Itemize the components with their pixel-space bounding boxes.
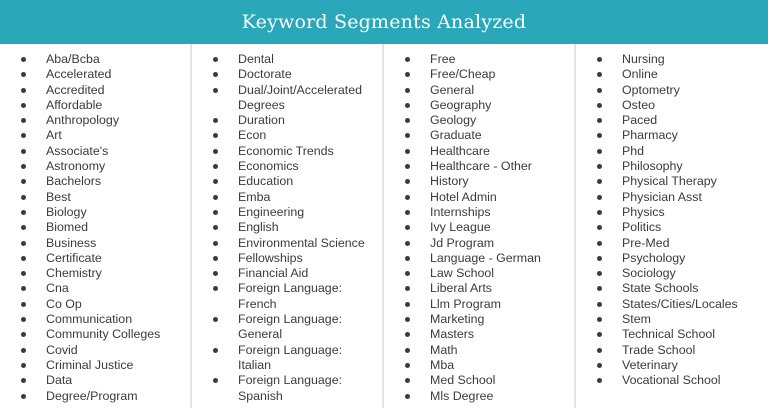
list-item [0, 174, 190, 189]
list-item-label: Co Op [46, 296, 82, 311]
list-item [576, 343, 768, 358]
list-item-label: Econ [238, 128, 267, 143]
bullet-icon [597, 179, 602, 184]
list-item [384, 266, 574, 281]
list-item [576, 236, 768, 251]
bullet-icon [213, 241, 218, 246]
list-item [0, 266, 190, 281]
list-item [192, 236, 382, 251]
bullet-icon [597, 241, 602, 246]
list-item-label: Degree/Program [46, 388, 138, 403]
list-item-label: Doctorate [238, 67, 292, 82]
list-item [384, 113, 574, 128]
keyword-list [384, 52, 574, 404]
bullet-icon [21, 195, 26, 200]
list-item-label: Healthcare - Other [430, 159, 532, 174]
list-item-label: Engineering [238, 204, 305, 219]
list-item-label: Data [46, 373, 73, 388]
list-item-label: Duration [238, 113, 285, 128]
list-item [384, 159, 574, 174]
list-item-label: Chemistry [46, 266, 102, 281]
list-item-label: Ivy League [430, 220, 491, 235]
bullet-icon [213, 57, 218, 62]
list-item [576, 144, 768, 159]
list-item [0, 281, 190, 296]
list-item-label: Dual/Joint/Accelerated [238, 82, 362, 97]
bullet-icon [21, 394, 26, 399]
list-item-label: Astronomy [46, 159, 106, 174]
bullet-icon [405, 332, 410, 337]
bullet-icon [405, 286, 410, 291]
list-item-label: Education [238, 174, 294, 189]
list-item-label: Llm Program [430, 296, 501, 311]
bullet-icon [21, 378, 26, 383]
list-item-label: Best [46, 189, 71, 204]
list-item [384, 190, 574, 205]
list-item-label: Trade School [622, 342, 696, 357]
list-item [576, 128, 768, 143]
list-item-label: Liberal Arts [430, 281, 492, 296]
list-item-label: Fellowships [238, 250, 303, 265]
bullet-icon [405, 57, 410, 62]
list-item [0, 144, 190, 159]
list-item-label: Hotel Admin [430, 189, 497, 204]
list-item-label: Math [430, 342, 458, 357]
bullet-icon [21, 348, 26, 353]
bullet-icon [21, 164, 26, 169]
list-item [576, 297, 768, 312]
list-item [384, 312, 574, 327]
list-item [576, 251, 768, 266]
list-item-label: Pre-Med [622, 235, 670, 250]
list-item-label: Certificate [46, 250, 102, 265]
list-item-label: Geology [430, 113, 477, 128]
list-item-label: General [430, 82, 475, 97]
bullet-icon [21, 302, 26, 307]
bullet-icon [597, 332, 602, 337]
list-item-label: Jd Program [430, 235, 495, 250]
list-item-label: Internships [430, 204, 491, 219]
bullet-icon [405, 88, 410, 93]
list-item-label: Politics [622, 220, 662, 235]
bullet-icon [405, 179, 410, 184]
list-item-label: Emba [238, 189, 271, 204]
list-item [384, 128, 574, 143]
bullet-icon [597, 378, 602, 383]
bullet-icon [405, 118, 410, 123]
list-item-label: Phd [622, 143, 645, 158]
bullet-icon [21, 179, 26, 184]
list-item [384, 389, 574, 404]
list-item [0, 83, 190, 98]
bullet-icon [405, 378, 410, 383]
list-item [192, 83, 382, 114]
list-item-label: Paced [622, 113, 658, 128]
bullet-icon [405, 241, 410, 246]
keyword-list [0, 52, 190, 404]
list-item [192, 52, 382, 67]
list-item-label: Healthcare [430, 143, 490, 158]
bullet-icon [405, 394, 410, 399]
list-item-label: Art [46, 128, 62, 143]
list-item-label: Accredited [46, 82, 105, 97]
list-item [192, 67, 382, 82]
list-item [384, 67, 574, 82]
list-item [192, 128, 382, 143]
list-item-label: Philosophy [622, 159, 683, 174]
list-item-label: Economic Trends [238, 143, 334, 158]
list-item [384, 52, 574, 67]
bullet-icon [405, 363, 410, 368]
bullet-icon [21, 149, 26, 154]
keyword-column-1 [0, 44, 192, 408]
list-item [384, 83, 574, 98]
bullet-icon [405, 164, 410, 169]
list-item [384, 144, 574, 159]
list-item-label: Nursing [622, 52, 665, 66]
list-item [0, 113, 190, 128]
list-item-label: Osteo [622, 97, 656, 112]
list-item [384, 327, 574, 342]
bullet-icon [213, 225, 218, 230]
bullet-icon [21, 225, 26, 230]
list-item-label: Mba [430, 357, 455, 372]
bullet-icon [21, 72, 26, 77]
bullet-icon [213, 378, 218, 383]
keyword-columns [0, 44, 768, 408]
list-item-label: Associate's [46, 143, 109, 158]
list-item-label: Anthropology [46, 113, 120, 128]
list-item [0, 327, 190, 342]
bullet-icon [213, 118, 218, 123]
bullet-icon [405, 256, 410, 261]
bullet-icon [213, 149, 218, 154]
bullet-icon [405, 149, 410, 154]
list-item-label: Business [46, 235, 97, 250]
list-item-label: History [430, 174, 469, 189]
bullet-icon [597, 57, 602, 62]
bullet-icon [21, 286, 26, 291]
list-item [192, 266, 382, 281]
list-item [576, 113, 768, 128]
list-item [576, 205, 768, 220]
list-item [0, 389, 190, 404]
bullet-icon [21, 133, 26, 138]
bullet-icon [21, 103, 26, 108]
bullet-icon [21, 210, 26, 215]
list-item [192, 174, 382, 189]
list-item [384, 251, 574, 266]
bullet-icon [213, 88, 218, 93]
list-item-label: Law School [430, 266, 495, 281]
list-item-label: Cna [46, 281, 69, 296]
list-item-label: Mls Degree [430, 388, 494, 403]
keyword-list [192, 52, 382, 404]
list-item-label: Physical Therapy [622, 174, 717, 189]
list-item-label: Affordable [46, 97, 103, 112]
bullet-icon [213, 195, 218, 200]
bullet-icon [405, 225, 410, 230]
list-item-label: Stem [622, 312, 651, 327]
list-item-label: Accelerated [46, 67, 112, 82]
bullet-icon [597, 164, 602, 169]
list-item-label: Physician Asst [622, 189, 702, 204]
list-item [384, 205, 574, 220]
list-item-label: Aba/Bcba [46, 52, 100, 66]
bullet-icon [597, 103, 602, 108]
bullet-icon [597, 118, 602, 123]
list-item-label: Vocational School [622, 373, 721, 388]
list-item [384, 220, 574, 235]
list-item [576, 67, 768, 82]
bullet-icon [213, 348, 218, 353]
list-item-label: Covid [46, 342, 78, 357]
bullet-icon [213, 164, 218, 169]
list-item-label: Sociology [622, 266, 676, 281]
keyword-column-3 [384, 44, 576, 408]
bullet-icon [597, 72, 602, 77]
list-item-label: Foreign Language: [238, 312, 343, 327]
keyword-column-2 [192, 44, 384, 408]
list-item [576, 373, 768, 388]
bullet-icon [213, 317, 218, 322]
list-item-label: Geography [430, 97, 492, 112]
list-item-label: Environmental Science [238, 235, 365, 250]
list-item [192, 251, 382, 266]
list-item [192, 205, 382, 220]
list-item [384, 358, 574, 373]
list-item-label: Technical School [622, 327, 715, 342]
list-item [0, 251, 190, 266]
bullet-icon [21, 271, 26, 276]
list-item [0, 128, 190, 143]
bullet-icon [21, 256, 26, 261]
bullet-icon [213, 179, 218, 184]
list-item [192, 144, 382, 159]
list-item-label: Communication [46, 312, 133, 327]
list-item [0, 98, 190, 113]
list-item-label: French [238, 296, 277, 311]
bullet-icon [213, 72, 218, 77]
list-item [0, 67, 190, 82]
list-item-label: Veterinary [622, 357, 678, 372]
list-item-label: Psychology [622, 250, 686, 265]
list-item [576, 220, 768, 235]
list-item [576, 159, 768, 174]
list-item [384, 281, 574, 296]
list-item-label: States/Cities/Locales [622, 296, 738, 311]
list-item-label: Physics [622, 204, 665, 219]
bullet-icon [597, 210, 602, 215]
list-item-label: General [238, 327, 283, 342]
list-item [576, 327, 768, 342]
list-item [0, 52, 190, 67]
list-item-label: Optometry [622, 82, 680, 97]
list-item [384, 297, 574, 312]
list-item [192, 113, 382, 128]
list-item [576, 190, 768, 205]
keyword-list [576, 52, 768, 389]
bullet-icon [405, 195, 410, 200]
list-item [384, 174, 574, 189]
bullet-icon [597, 348, 602, 353]
bullet-icon [21, 88, 26, 93]
list-item [384, 373, 574, 388]
bullet-icon [597, 256, 602, 261]
list-item [576, 266, 768, 281]
list-item-label: Criminal Justice [46, 357, 134, 372]
list-item-label: Italian [238, 357, 272, 372]
list-item-label: Biology [46, 204, 87, 219]
list-item [192, 220, 382, 235]
list-item-label: English [238, 220, 279, 235]
header-bar [0, 0, 768, 44]
bullet-icon [597, 302, 602, 307]
bullet-icon [597, 271, 602, 276]
list-item [0, 190, 190, 205]
list-item-label: State Schools [622, 281, 699, 296]
bullet-icon [597, 133, 602, 138]
list-item [192, 312, 382, 343]
list-item [0, 236, 190, 251]
list-item [0, 358, 190, 373]
bullet-icon [213, 286, 218, 291]
list-item-label: Foreign Language: [238, 281, 343, 296]
list-item-label: Dental [238, 52, 274, 66]
list-item [0, 205, 190, 220]
list-item-label: Spanish [238, 388, 283, 403]
list-item-label: Med School [430, 373, 496, 388]
list-item [384, 343, 574, 358]
list-item [384, 236, 574, 251]
list-item [576, 174, 768, 189]
list-item [0, 373, 190, 388]
list-item-label: Financial Aid [238, 266, 309, 281]
bullet-icon [597, 195, 602, 200]
list-item-label: Bachelors [46, 174, 102, 189]
list-item-label: Marketing [430, 312, 485, 327]
bullet-icon [405, 302, 410, 307]
page-title: Keyword Segments Analyzed [241, 11, 527, 33]
bullet-icon [405, 133, 410, 138]
list-item-label: Economics [238, 159, 299, 174]
bullet-icon [21, 241, 26, 246]
bullet-icon [213, 256, 218, 261]
bullet-icon [597, 286, 602, 291]
list-item-label: Foreign Language: [238, 373, 343, 388]
list-item-label: Community Colleges [46, 327, 161, 342]
list-item-label: Free [430, 52, 456, 66]
list-item-label: Masters [430, 327, 475, 342]
list-item [192, 190, 382, 205]
list-item [0, 343, 190, 358]
bullet-icon [21, 118, 26, 123]
list-item-label: Pharmacy [622, 128, 678, 143]
bullet-icon [213, 133, 218, 138]
list-item [576, 312, 768, 327]
list-item [576, 52, 768, 67]
bullet-icon [597, 88, 602, 93]
bullet-icon [21, 363, 26, 368]
bullet-icon [405, 103, 410, 108]
list-item-label: Foreign Language: [238, 342, 343, 357]
list-item [576, 83, 768, 98]
bullet-icon [597, 225, 602, 230]
list-item-label: Graduate [430, 128, 482, 143]
list-item [576, 98, 768, 113]
bullet-icon [213, 271, 218, 276]
bullet-icon [21, 57, 26, 62]
bullet-icon [597, 363, 602, 368]
bullet-icon [21, 317, 26, 322]
list-item [384, 98, 574, 113]
list-item [192, 343, 382, 374]
bullet-icon [405, 72, 410, 77]
bullet-icon [21, 332, 26, 337]
bullet-icon [405, 317, 410, 322]
list-item [192, 373, 382, 404]
bullet-icon [405, 271, 410, 276]
list-item [192, 281, 382, 312]
list-item [576, 358, 768, 373]
bullet-icon [405, 348, 410, 353]
list-item-label: Online [622, 67, 658, 82]
list-item [0, 312, 190, 327]
keyword-column-4 [576, 44, 768, 408]
list-item [0, 220, 190, 235]
list-item-label: Free/Cheap [430, 67, 496, 82]
list-item [576, 281, 768, 296]
bullet-icon [597, 149, 602, 154]
list-item-label: Degrees [238, 97, 285, 112]
bullet-icon [597, 317, 602, 322]
list-item [192, 159, 382, 174]
list-item-label: Language - German [430, 250, 541, 265]
list-item-label: Biomed [46, 220, 89, 235]
bullet-icon [213, 210, 218, 215]
bullet-icon [405, 210, 410, 215]
list-item [0, 297, 190, 312]
list-item [0, 159, 190, 174]
